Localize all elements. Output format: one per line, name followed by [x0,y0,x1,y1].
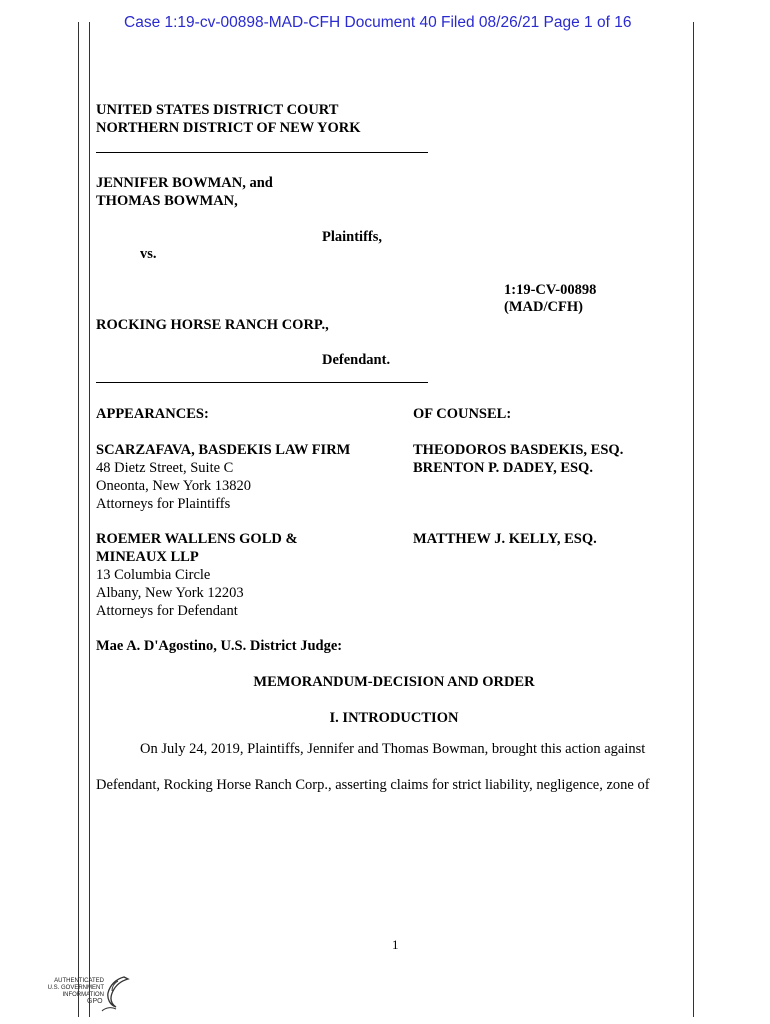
case-header: Case 1:19-cv-00898-MAD-CFH Document 40 Filed 08/26/21 Page 1 of 16 [124,14,632,31]
seal-gpo-label: GPO [87,998,103,1005]
counsel-name: THEODOROS BASDEKIS, ESQ. [413,442,624,458]
defendant-name: ROCKING HORSE RANCH CORP., [96,317,329,333]
caption-rule-top [96,152,428,153]
counsel-name: MATTHEW J. KELLY, ESQ. [413,531,597,547]
appearances-heading: APPEARANCES: [96,406,209,422]
court-name-line2: NORTHERN DISTRICT OF NEW YORK [96,120,361,136]
firm-role-line: Attorneys for Plaintiffs [96,496,231,512]
plaintiffs-label: Plaintiffs, [322,229,383,245]
caption-rule-bottom [96,382,428,383]
of-counsel-heading: OF COUNSEL: [413,406,512,422]
page-number: 1 [392,937,399,952]
plaintiffs-line1: JENNIFER BOWMAN, and [96,175,273,191]
counsel-block-plaintiffs [413,441,623,477]
body-line-1: On July 24, 2019, Plaintiffs, Jennifer and Thomas Bowman, brought this action against [140,741,646,757]
eagle-icon [94,973,130,1015]
body-line-2: Defendant, Rocking Horse Ranch Corp., asserting claims for strict liability, negligence, zone of [96,777,650,793]
firm-name: MINEAUX LLP [96,549,199,565]
versus-label: vs. [140,246,157,262]
judge-line: Mae A. D'Agostino, U.S. District Judge: [96,638,343,654]
case-number-line1: 1:19-CV-00898 [504,282,597,298]
firm-address-line: Albany, New York 12203 [96,585,244,601]
left-margin-line-outer [78,22,79,1017]
firm-role-line: Attorneys for Defendant [96,603,238,619]
left-margin-line-inner [89,22,90,1017]
firm-address-line: 48 Dietz Street, Suite C [96,460,234,476]
section-heading: I. INTRODUCTION [329,710,459,726]
right-margin-line [693,22,694,1017]
plaintiffs-line2: THOMAS BOWMAN, [96,193,238,209]
defendant-label: Defendant. [322,352,391,368]
firm-name: ROEMER WALLENS GOLD & [96,531,298,547]
firm-address-line: Oneonta, New York 13820 [96,478,252,494]
document-title: MEMORANDUM-DECISION AND ORDER [253,674,535,690]
counsel-name: BRENTON P. DADEY, ESQ. [413,460,593,476]
firm-block-plaintiffs [96,441,350,513]
case-number-line2: (MAD/CFH) [504,299,583,315]
firm-name: SCARZAFAVA, BASDEKIS LAW FIRM [96,442,351,458]
counsel-block-defendant [413,530,597,548]
court-name-line1: UNITED STATES DISTRICT COURT [96,102,339,118]
gpo-authentication-seal [44,973,134,1017]
firm-block-defendant [96,530,298,620]
seal-text: AUTHENTICATED U.S. GOVERNMENT INFORMATION [47,978,104,998]
firm-address-line: 13 Columbia Circle [96,567,211,583]
